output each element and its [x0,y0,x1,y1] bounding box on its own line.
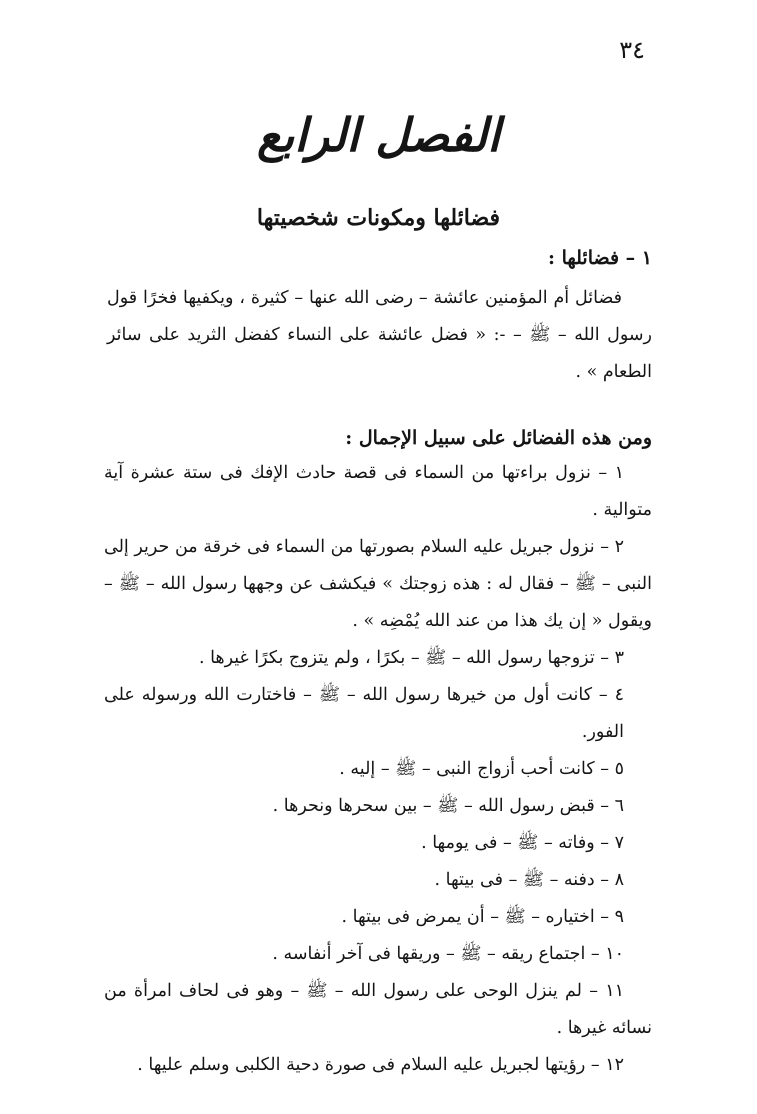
section-heading-virtues: ١ – فضائلها : [547,247,652,269]
list-item: ٦ – قبض رسول الله – ﷺ – بين سحرها ونحرها . [272,796,624,816]
list-item: ٣ – تزوجها رسول الله – ﷺ – بكرًا ، ولم يتزوج بكرًا غيرها . [198,648,624,668]
virtues-list [104,455,652,1084]
chapter-title: الفصل الرابع [256,108,501,162]
chapter-subtitle: فضائلها ومكونات شخصيتها [256,205,501,231]
list-item: ١ – نزول براءتها من السماء فى قصة حادث الإفك فى ستة عشرة آية متوالية . [104,463,652,520]
list-item: ٨ – دفنه – ﷺ – فى بيتها . [434,870,624,890]
list-item: ١٠ – اجتماع ريقه – ﷺ – وريقها فى آخر أنفاسه . [272,944,624,964]
list-item: ٤ – كانت أول من خيرها رسول الله – ﷺ – فاختارت الله ورسوله على الفور. [104,685,624,742]
list-item: ١٢ – رؤيتها لجبريل عليه السلام فى صورة دحية الكلبى وسلم عليها . [137,1055,624,1075]
section-heading-summary: ومن هذه الفضائل على سبيل الإجمال : [345,427,652,449]
list-item: ٢ – نزول جبريل عليه السلام بصورتها من السماء فى خرقة من حرير إلى النبى – ﷺ – فقال له : هذه زوجتك » فيكشف عن وجهها رسول الله – ﷺ – ويقول « إن يك هذا من عند الله يُمْضِه » . [104,537,652,631]
intro-paragraph: فضائل أم المؤمنين عائشة – رضى الله عنها – كثيرة ، ويكفيها فخرًا قول رسول الله – ﷺ – -: « فضل عائشة على النساء كفضل الثريد على سائر الطعام » . [107,288,652,382]
list-item: ٥ – كانت أحب أزواج النبى – ﷺ – إليه . [339,759,624,779]
list-item: ١١ – لم ينزل الوحى على رسول الله – ﷺ – وهو فى لحاف امرأة من نسائه غيرها . [104,981,652,1038]
list-item: ٧ – وفاته – ﷺ – فى يومها . [421,833,624,853]
page-number: ٣٤ [619,36,645,64]
list-item: ٩ – اختياره – ﷺ – أن يمرض فى بيتها . [341,907,624,927]
